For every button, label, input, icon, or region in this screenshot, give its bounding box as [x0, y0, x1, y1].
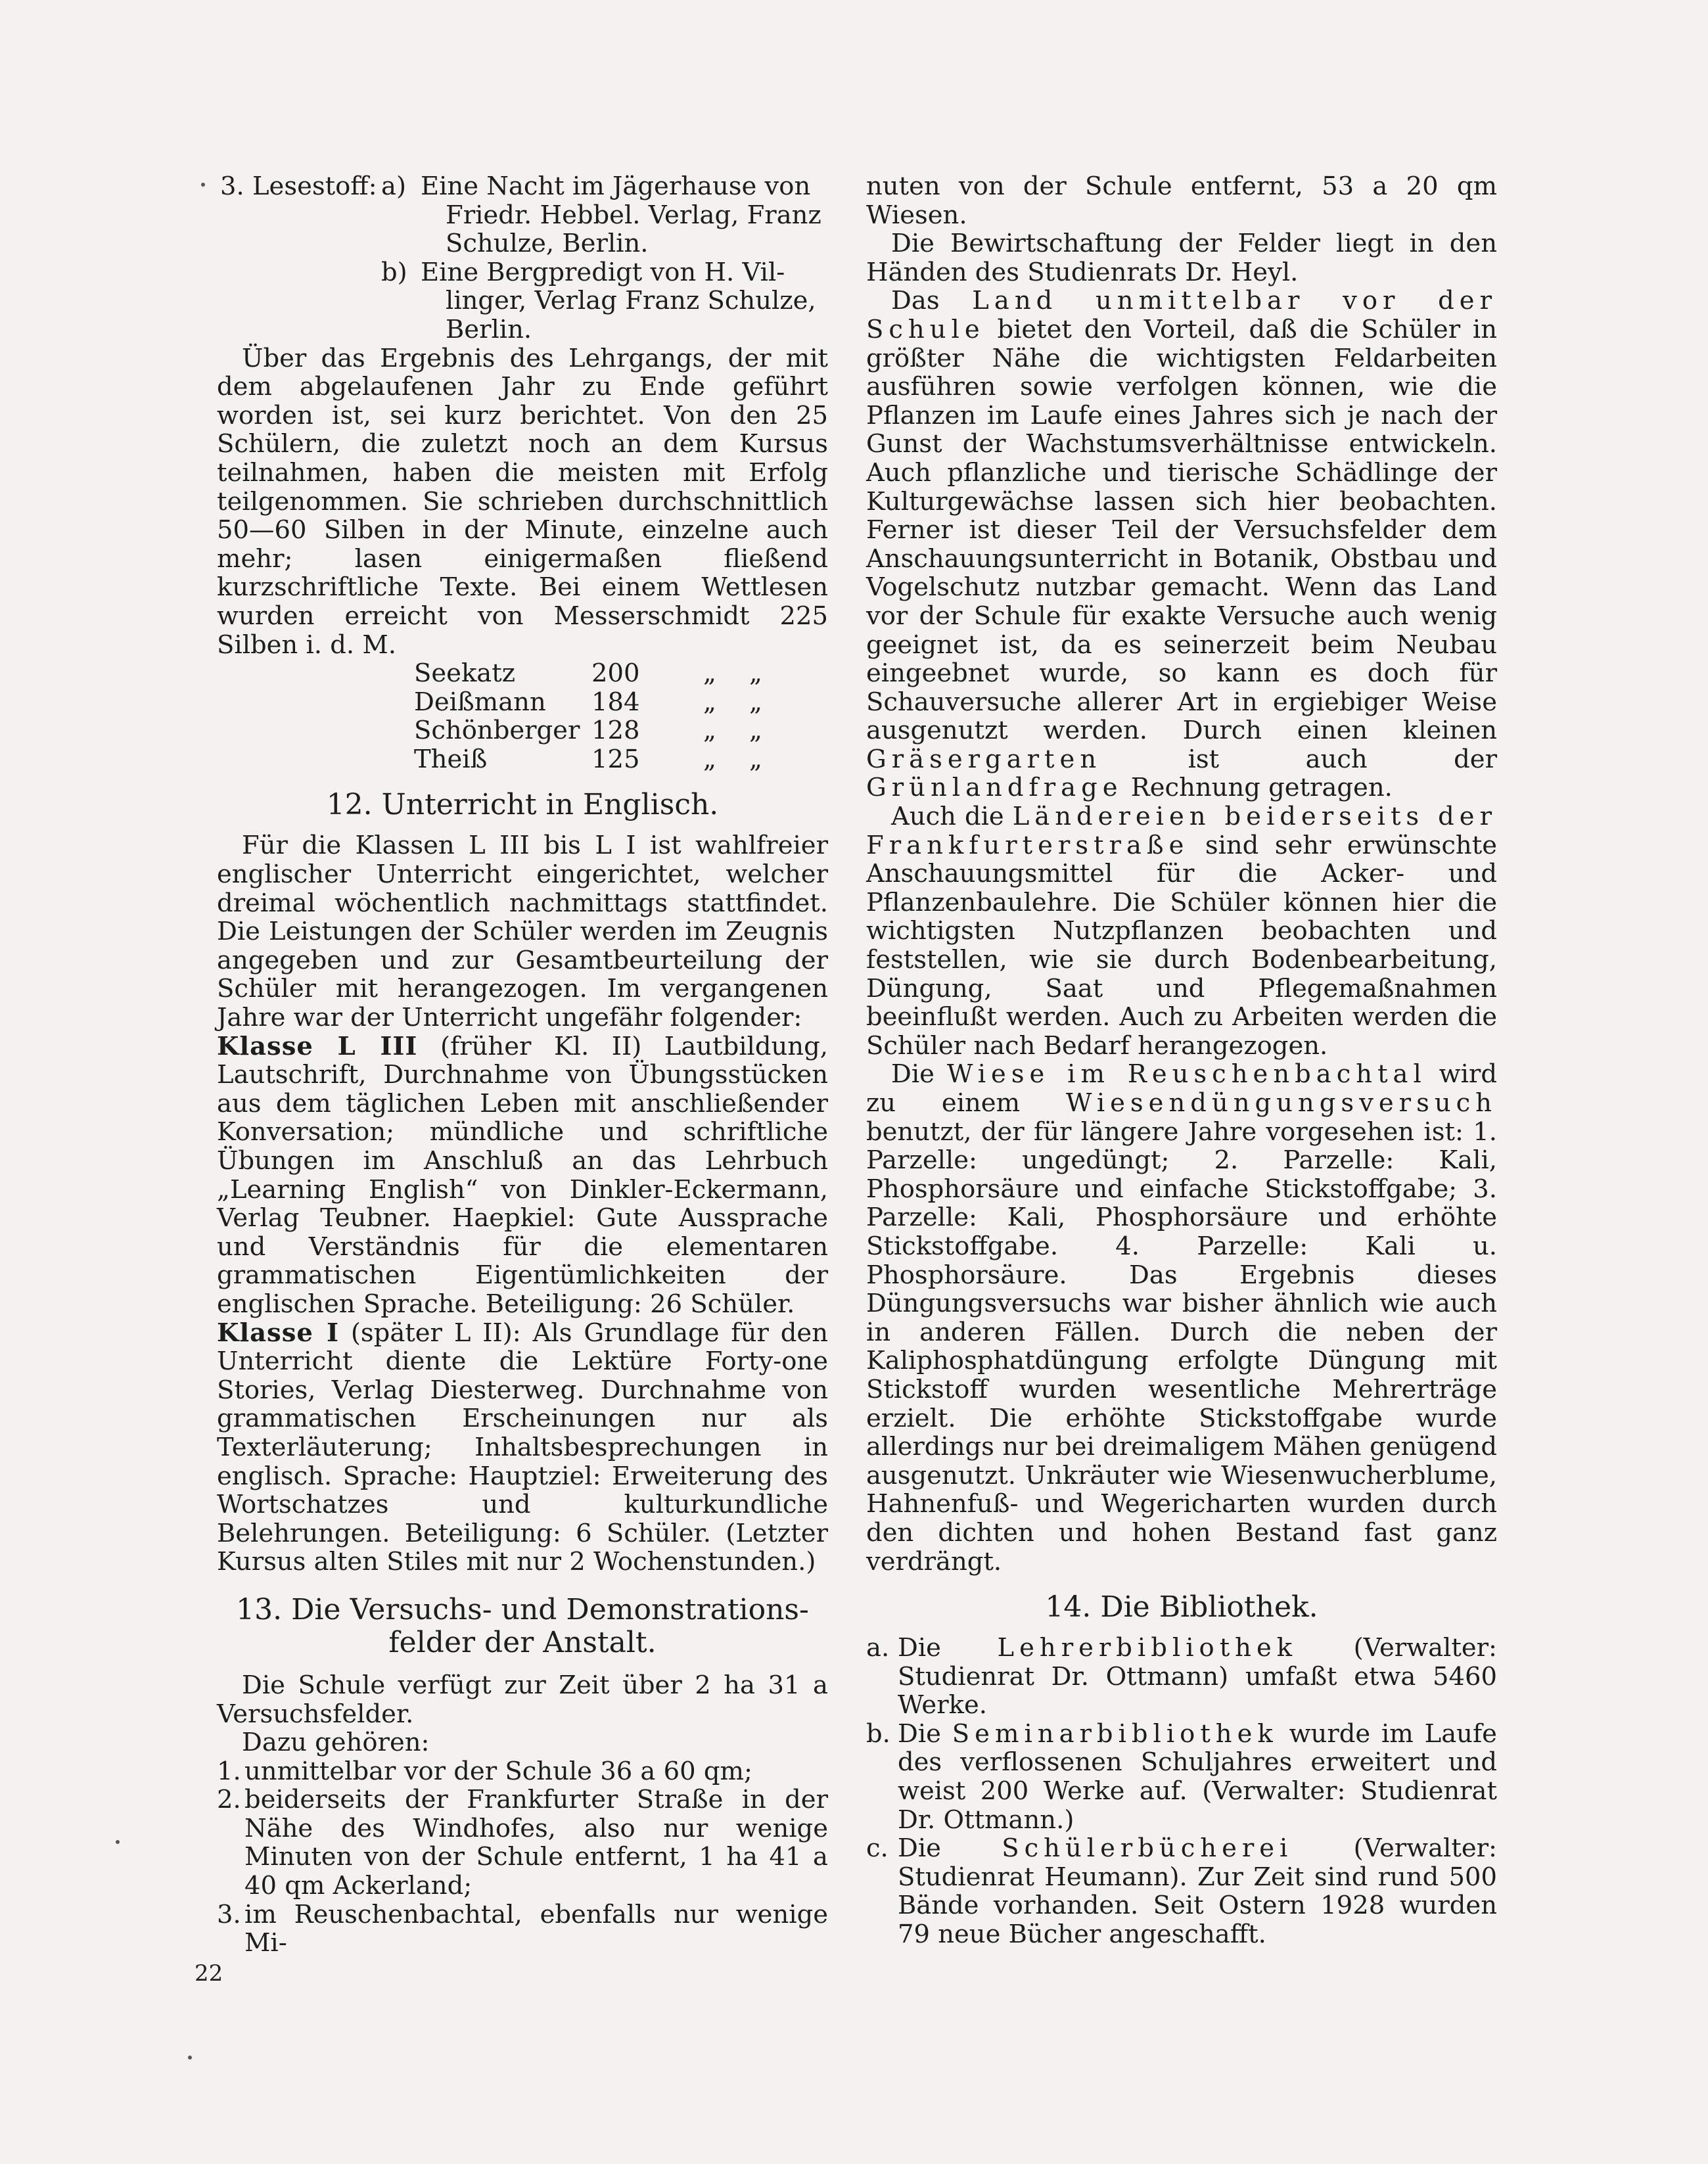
englisch-intro: Für die Klassen L III bis L I ist wahlfreier englischer Unterricht eingerichtet, welcher dreimal wöchentlich nachmittags stattfindet. Die Leistungen der Schüler werden im Zeugnis angegeben und zur Gesamtbeurteilung der Schüler mit herangezogen. Im vergangenen Jahre war der Unterricht ungefähr folgender:: [217, 831, 828, 1033]
felder-list: [217, 1757, 828, 1958]
print-speck: [201, 183, 205, 187]
laendereien-text: sind sehr erwünschte Anschauungsmittel für die Acker- und Pflanzenbaulehre. Die Schüler können hier die wichtigsten Nutzpflanzen beobachten und feststellen, wie sie durch Bodenbearbeitung, Düngung, Saat und Pflegemaßnahmen beeinflußt werden. Auch zu Arbeiten werden die Schüler nach Bedarf herangezogen.: [866, 830, 1497, 1061]
list-letter: a.: [866, 1633, 890, 1663]
score-unit: „: [749, 687, 762, 717]
wiese-prefix: Die: [891, 1059, 935, 1090]
klasse-l3-label: Klasse L III: [217, 1031, 418, 1061]
heading-13: [217, 1594, 828, 1659]
list-item: [898, 1634, 1497, 1720]
land-spaced: Land unmittelbar vor der Schule: [866, 286, 1497, 344]
heading-12: 12. Unterricht in Englisch.: [326, 788, 719, 822]
wiese-spaced: Wiese im Reuschenbachtal: [946, 1059, 1427, 1090]
laendereien-paragraph: [866, 802, 1497, 1060]
score-value: 200: [591, 658, 640, 689]
lesestoff-a-line2: Friedr. Hebbel. Verlag, Franz: [446, 200, 821, 230]
bib-text: (Verwalter: Studienrat Heumann). Zur Zeit sind rund 500 Bände vorhanden. Seit Ostern 1928 wurden 79 neue Bücher angeschafft.: [898, 1833, 1497, 1950]
klasse-1-label: Klasse I: [217, 1318, 339, 1348]
wiese-text2: benutzt, der für längere Jahre vorgesehen ist: 1. Parzelle: ungedüngt; 2. Parzelle: Kali, Phosphorsäure und einfache Stickstoffgabe; 3. Parzelle: Kali, Phosphorsäure und erhöhte Stickstoffgabe. 4. Parzelle: Kali u. Phosphorsäure. Das Ergebnis dieses Düngungsversuchs war bisher ähnlich wie auch in anderen Fällen. Durch die neben der Kaliphosphatdüngung erfolgte Düngung mit Stickstoff wurden wesentliche Mehrerträge erzielt. Die erhöhte Stickstoffgabe wurde allerdings nur bei dreimaligem Mähen genügend ausgenutzt. Unkräuter wie Wiesenwucherblume, Hahnenfuß- und Wegericharten wurden durch den dichten und hohen Bestand fast ganz verdrängt.: [866, 1117, 1497, 1577]
score-name: Schönberger: [414, 716, 580, 746]
land-paragraph: [866, 287, 1497, 802]
klasse-1-text: (später L II): Als Grundlage für den Unterricht diente die Lektüre Forty-one Stories, Verlag Diesterweg. Durchnahme von grammatischen Erscheinungen nur als Texterläuterung; Inhaltsbesprechungen in englisch. Sprache: Hauptziel: Erweiterung des Wortschatzes und kulturkundliche Belehrungen. Beteiligung: 6 Schüler. (Letzter Kursus alten Stiles mit nur 2 Wochenstunden.): [217, 1318, 828, 1577]
bibliothek-list: [866, 1634, 1497, 1949]
right-column: [866, 172, 1497, 1949]
continued-paragraph: nuten von der Schule entfernt, 53 a 20 qm Wiesen.: [866, 172, 1497, 230]
score-name: Seekatz: [414, 658, 515, 689]
page-number: 22: [195, 1960, 223, 1987]
score-unit: „: [703, 716, 716, 746]
land-prefix: Das: [891, 286, 940, 316]
score-unit: „: [749, 744, 762, 774]
score-unit: „: [749, 716, 762, 746]
bewirtschaftung-paragraph: Die Bewirtschaftung der Felder liegt in den Händen des Studienrats Dr. Heyl.: [866, 229, 1497, 287]
score-name: Theiß: [414, 744, 488, 774]
list-number: 3.: [217, 1899, 241, 1929]
bib-spaced: Seminarbibliothek: [952, 1718, 1278, 1749]
laendereien-spaced: Ländereien beiderseits der Frankfurterstraße: [866, 802, 1497, 860]
versuch-paragraph: Die Schule verfügt zur Zeit über 2 ha 31 a Versuchsfelder.: [217, 1670, 828, 1729]
land-text: bietet den Vorteil, daß die Schüler in größter Nähe die wichtigsten Feldarbeiten ausführen sowie verfolgen können, wie die Pflanzen im Laufe eines Jahres sich je nach der Gunst der Wachstumsverhältnisse entwickeln. Auch pflanzliche und tierische Schädlinge der Kulturgewächse lassen sich hier beobachten. Ferner ist dieser Teil der Versuchsfelder dem Anschauungsunterricht in Botanik, Obstbau und Vogelschutz nutzbar gemacht. Wenn das Land vor der Schule für exakte Versuche auch wenig geeignet ist, da es seinerzeit beim Neubau eingeebnet wurde, so kann es doch für Schauversuche allerer Art in ergiebiger Weise ausgenutzt werden. Durch einen kleinen: [866, 314, 1497, 746]
score-value: 184: [591, 687, 640, 717]
score-name: Deißmann: [414, 687, 546, 717]
lesestoff-b-line1: Eine Bergpredigt von H. Vil-: [421, 257, 785, 287]
list-item: im Reuschenbachtal, ebenfalls nur wenige Mi-: [244, 1899, 828, 1958]
list-letter: c.: [866, 1833, 889, 1864]
bib-text: (Verwalter: Studienrat Dr. Ottmann) umfaßt etwa 5460 Werke.: [898, 1633, 1497, 1720]
list-letter: b.: [866, 1718, 890, 1749]
heading-13-line1: 13. Die Versuchs- und Demonstrations-: [236, 1592, 809, 1626]
score-unit: „: [749, 658, 762, 689]
list-item: beiderseits der Frankfurter Straße in der Nähe des Windhofes, also nur wenige Minuten von der Schule entfernt, 1 ha 41 a 40 qm Ackerland;: [244, 1785, 828, 1901]
list-item: [898, 1720, 1497, 1834]
graeser-spaced: Gräsergarten: [866, 744, 1102, 774]
wettlesen-scores: [414, 659, 828, 773]
land-text3: Rechnung getragen.: [1130, 773, 1393, 803]
bib-prefix: Die: [898, 1718, 941, 1749]
score-unit: „: [703, 744, 716, 774]
heading-14: 14. Die Bibliothek.: [1045, 1590, 1318, 1624]
lesestoff-b-line3: Berlin.: [446, 314, 532, 344]
list-number: 2.: [217, 1785, 241, 1815]
klasse-1-paragraph: [217, 1319, 828, 1577]
left-column: [217, 172, 828, 1958]
print-speck: [116, 1840, 120, 1844]
lesestoff-list: [217, 172, 828, 344]
heading-13-line2: felder der Anstalt.: [388, 1625, 657, 1659]
ergebnis-paragraph: Über das Ergebnis des Lehrgangs, der mit dem abgelaufenen Jahr zu Ende geführt worden ist, sei kurz berichtet. Von den 25 Schülern, die zuletzt noch an dem Kursus teilnahmen, haben die meisten mit Erfolg teilgenommen. Sie schrieben durchschnittlich 50—60 Silben in der Minute, einzelne auch mehr; lasen einigermaßen fließend kurzschriftliche Texte. Bei einem Wettlesen wurden erreicht von Messerschmidt 225 Silben i. d. M.: [217, 343, 828, 660]
lesestoff-a-line3: Schulze, Berlin.: [446, 229, 649, 259]
laendereien-prefix: Auch die: [891, 802, 1004, 832]
bib-prefix: Die: [898, 1833, 941, 1864]
wiese-text1: wird zu einem: [866, 1059, 1497, 1118]
land-text2: ist auch der: [1188, 744, 1497, 774]
lesestoff-label: 3. Lesestoff:: [220, 172, 377, 201]
list-item: [898, 1834, 1497, 1948]
lesestoff-a-line1: Eine Nacht im Jägerhause von: [421, 172, 811, 201]
gruenland-spaced: Grünlandfrage: [866, 773, 1123, 803]
bib-spaced: Schülerbücherei: [1002, 1833, 1293, 1864]
klasse-l3-paragraph: [217, 1032, 828, 1319]
dazu-line: Dazu gehören:: [242, 1728, 430, 1758]
list-item: unmittelbar vor der Schule 36 a 60 qm;: [244, 1756, 752, 1786]
score-value: 128: [591, 716, 640, 746]
score-unit: „: [703, 687, 716, 717]
wiesen-spaced: Wiesendüngungsversuch: [1065, 1088, 1497, 1118]
score-value: 125: [591, 744, 640, 774]
lesestoff-b-marker: b): [381, 257, 407, 287]
print-speck: [188, 2056, 192, 2060]
bib-text: wurde im Laufe des verflossenen Schuljahres erweitert und weist 200 Werke auf. (Verwalter: Studienrat Dr. Ottmann.): [898, 1718, 1497, 1835]
klasse-l3-text: (früher Kl. II) Lautbildung, Lautschrift, Durchnahme von Übungsstücken aus dem täglichen Leben mit anschließender Konversation; mündliche und schriftliche Übungen im Anschluß an das Lehrbuch „Learning English“ von Dinkler-Eckermann, Verlag Teubner. Haepkiel: Gute Aussprache und Verständnis für die elementaren grammatischen Eigentümlichkeiten der englischen Sprache. Beteiligung: 26 Schüler.: [217, 1031, 828, 1319]
score-unit: „: [703, 658, 716, 689]
bib-prefix: Die: [898, 1633, 941, 1663]
bib-spaced: Lehrerbibliothek: [997, 1633, 1298, 1663]
lesestoff-a-marker: a): [381, 172, 406, 201]
list-number: 1.: [217, 1756, 241, 1786]
lesestoff-b-line2: linger, Verlag Franz Schulze,: [446, 286, 816, 316]
wiese-paragraph: [866, 1060, 1497, 1576]
